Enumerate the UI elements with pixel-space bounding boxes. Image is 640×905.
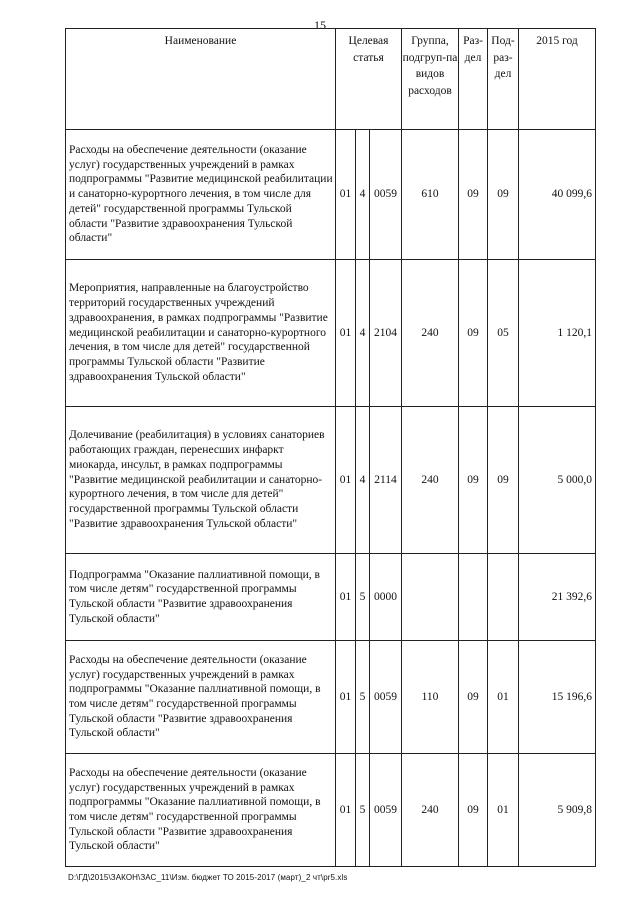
target-code-part2: 4 bbox=[356, 130, 370, 260]
subsection-code: 01 bbox=[488, 754, 519, 867]
expense-group: 240 bbox=[402, 407, 459, 554]
target-code-part2: 5 bbox=[356, 754, 370, 867]
target-code-part3: 2104 bbox=[370, 260, 402, 407]
header-subsection: Под-раз-дел bbox=[488, 29, 519, 130]
expense-group: 240 bbox=[402, 754, 459, 867]
amount-2015: 21 392,6 bbox=[519, 554, 596, 641]
section-code bbox=[459, 554, 488, 641]
target-code-part3: 0000 bbox=[370, 554, 402, 641]
amount-2015: 5 000,0 bbox=[519, 407, 596, 554]
target-code-part1: 01 bbox=[336, 260, 356, 407]
subsection-code: 05 bbox=[488, 260, 519, 407]
page-number: 15 bbox=[314, 18, 326, 32]
target-code-part2: 4 bbox=[356, 260, 370, 407]
header-year: 2015 год bbox=[519, 29, 596, 130]
amount-2015: 40 099,6 bbox=[519, 130, 596, 260]
table-row bbox=[66, 260, 596, 407]
section-code: 09 bbox=[459, 130, 488, 260]
target-code-part1: 01 bbox=[336, 130, 356, 260]
target-code-part1: 01 bbox=[336, 554, 356, 641]
target-code-part3: 2114 bbox=[370, 407, 402, 554]
expense-group: 110 bbox=[402, 641, 459, 754]
subsection-code: 01 bbox=[488, 641, 519, 754]
expense-group bbox=[402, 554, 459, 641]
target-code-part3: 0059 bbox=[370, 641, 402, 754]
header-row bbox=[66, 29, 596, 130]
table-row bbox=[66, 641, 596, 754]
target-code-part1: 01 bbox=[336, 754, 356, 867]
target-code-part2: 4 bbox=[356, 407, 370, 554]
table-row bbox=[66, 554, 596, 641]
table-row bbox=[66, 130, 596, 260]
section-code: 09 bbox=[459, 260, 488, 407]
row-name: Расходы на обеспечение деятельности (оказание услуг) государственных учреждений в рамках подпрограммы "Развитие медицинской реабилитации и санаторно-курортного лечения, в том числе для детей" государственной программы Тульской области "Развитие здравоохранения Тульской области" bbox=[66, 130, 336, 260]
target-code-part1: 01 bbox=[336, 407, 356, 554]
section-code: 09 bbox=[459, 641, 488, 754]
section-code: 09 bbox=[459, 754, 488, 867]
row-name: Расходы на обеспечение деятельности (оказание услуг) государственных учреждений в рамках подпрограммы "Оказание паллиативной помощи, в том числе детям" государственной программы Тульской области "Развитие здравоохранения Тульской области" bbox=[66, 754, 336, 867]
file-path-footer: D:\ГД\2015\ЗАКОН\ЗАС_11\Изм. бюджет ТО 2015-2017 (март)_2 чт\pr5.xls bbox=[68, 873, 348, 882]
target-code-part1: 01 bbox=[336, 641, 356, 754]
subsection-code: 09 bbox=[488, 130, 519, 260]
header-target-article: Целевая статья bbox=[336, 29, 402, 130]
amount-2015: 1 120,1 bbox=[519, 260, 596, 407]
budget-table bbox=[65, 28, 596, 867]
target-code-part2: 5 bbox=[356, 554, 370, 641]
subsection-code: 09 bbox=[488, 407, 519, 554]
target-code-part3: 0059 bbox=[370, 754, 402, 867]
section-code: 09 bbox=[459, 407, 488, 554]
table-row bbox=[66, 407, 596, 554]
row-name: Мероприятия, направленные на благоустройство территорий государственных учреждений здравоохранения, в рамках подпрограммы "Развитие медицинской реабилитации и санаторно-курортного лечения, в том числе для детей" государственной программы Тульской области "Развитие здравоохранения Тульской области" bbox=[66, 260, 336, 407]
header-group: Группа, подгруп-па видов расходов bbox=[402, 29, 459, 130]
header-section: Раз-дел bbox=[459, 29, 488, 130]
amount-2015: 15 196,6 bbox=[519, 641, 596, 754]
row-name: Подпрограмма "Оказание паллиативной помощи, в том числе детям" государственной программы Тульской области "Развитие здравоохранения Тульской области" bbox=[66, 554, 336, 641]
amount-2015: 5 909,8 bbox=[519, 754, 596, 867]
row-name: Расходы на обеспечение деятельности (оказание услуг) государственных учреждений в рамках подпрограммы "Оказание паллиативной помощи, в том числе детям" государственной программы Тульской области "Развитие здравоохранения Тульской области" bbox=[66, 641, 336, 754]
table-row bbox=[66, 754, 596, 867]
subsection-code bbox=[488, 554, 519, 641]
target-code-part2: 5 bbox=[356, 641, 370, 754]
row-name: Долечивание (реабилитация) в условиях санаториев работающих граждан, перенесших инфаркт миокарда, инсульт, в рамках подпрограммы "Развитие медицинской реабилитации и санаторно-курортного лечения, в том числе для детей" государственной программы Тульской области "Развитие здравоохранения Тульской области" bbox=[66, 407, 336, 554]
header-name: Наименование bbox=[66, 29, 336, 130]
expense-group: 610 bbox=[402, 130, 459, 260]
target-code-part3: 0059 bbox=[370, 130, 402, 260]
expense-group: 240 bbox=[402, 260, 459, 407]
